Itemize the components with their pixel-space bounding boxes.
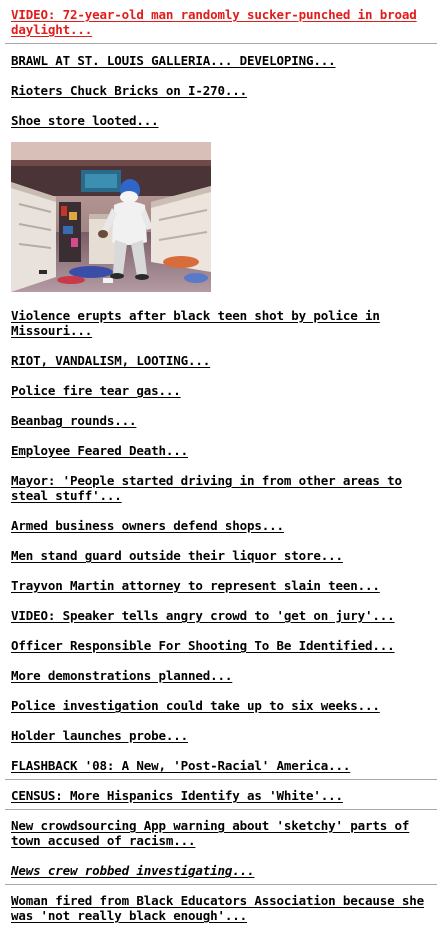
- divider: [5, 779, 437, 780]
- headline-officer-identified[interactable]: Officer Responsible For Shooting To Be Identified...: [11, 638, 395, 653]
- headline-mayor-quote[interactable]: Mayor: 'People started driving in from other areas to steal stuff'...: [11, 473, 402, 503]
- headline-violence-erupts[interactable]: Violence erupts after black teen shot by police in Missouri...: [11, 308, 380, 338]
- divider: [5, 809, 437, 810]
- headline-rioters-bricks[interactable]: Rioters Chuck Bricks on I-270...: [11, 83, 248, 98]
- headline-trayvon-attorney[interactable]: Trayvon Martin attorney to represent slain teen...: [11, 578, 380, 593]
- headline-brawl-galleria[interactable]: BRAWL AT ST. LOUIS GALLERIA... DEVELOPING...: [11, 53, 336, 68]
- headline-holder-probe[interactable]: Holder launches probe...: [11, 728, 189, 743]
- headline-beanbag[interactable]: Beanbag rounds...: [11, 413, 137, 428]
- headline-riot-vandalism[interactable]: RIOT, VANDALISM, LOOTING...: [11, 353, 211, 368]
- looting-photo-image: [11, 142, 211, 292]
- headline-liquor-store[interactable]: Men stand guard outside their liquor store...: [11, 548, 343, 563]
- headline-employee-death[interactable]: Employee Feared Death...: [11, 443, 189, 458]
- headline-video-sucker-punch[interactable]: VIDEO: 72-year-old man randomly sucker-punched in broad daylight...: [11, 7, 417, 37]
- headline-shoe-store[interactable]: Shoe store looted...: [11, 113, 159, 128]
- headline-armed-owners[interactable]: Armed business owners defend shops...: [11, 518, 284, 533]
- headline-demonstrations[interactable]: More demonstrations planned...: [11, 668, 233, 683]
- looting-photo[interactable]: [11, 142, 211, 292]
- divider: [5, 43, 437, 44]
- headline-census-hispanics[interactable]: CENSUS: More Hispanics Identify as 'White'...: [11, 788, 343, 803]
- divider: [5, 884, 437, 885]
- headline-speaker-jury[interactable]: VIDEO: Speaker tells angry crowd to 'get on jury'...: [11, 608, 395, 623]
- headline-crowdsourcing-app[interactable]: New crowdsourcing App warning about 'sketchy' parts of town accused of racism...: [11, 818, 410, 848]
- headline-woman-fired[interactable]: Woman fired from Black Educators Association because she was 'not really black enough'...: [11, 893, 425, 923]
- headline-tear-gas[interactable]: Police fire tear gas...: [11, 383, 181, 398]
- headline-news-crew-robbed[interactable]: News crew robbed investigating...: [11, 863, 255, 878]
- headline-investigation-weeks[interactable]: Police investigation could take up to six weeks...: [11, 698, 380, 713]
- headline-flashback-08[interactable]: FLASHBACK '08: A New, 'Post-Racial' America...: [11, 758, 351, 773]
